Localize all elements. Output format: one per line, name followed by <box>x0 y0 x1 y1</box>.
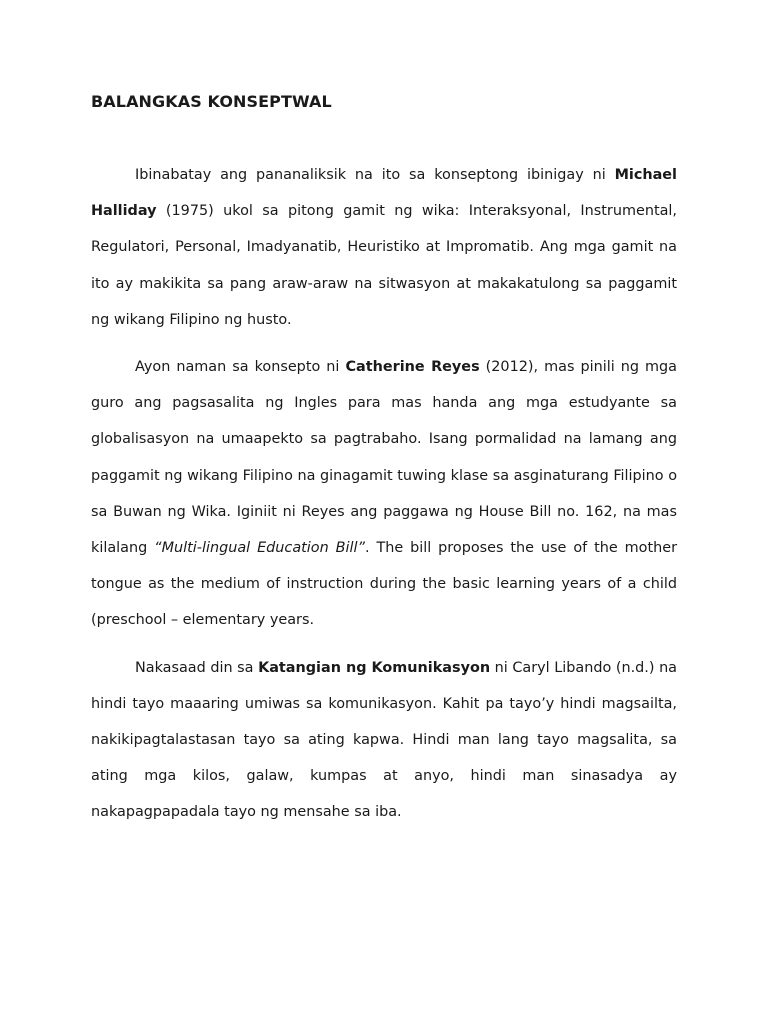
paragraph-1-author: Michael Halliday <box>91 167 677 220</box>
paragraph-2 <box>91 349 677 639</box>
paragraph-3-text-a: Nakasaad din sa <box>135 659 259 676</box>
document-page <box>91 92 677 842</box>
paragraph-3 <box>91 650 677 831</box>
paragraph-2-text-a: Ayon naman sa konsepto ni <box>135 359 346 376</box>
paragraph-3-source: Katangian ng Komunikasyon <box>258 659 491 676</box>
paragraph-2-text-b: (2012), mas pinili ng mga guro ang pagsasalita ng Ingles para mas handa ang mga estudyante sa globalisasyon na umaapekto sa pagtrabaho. Isang pormalidad na lamang ang paggamit ng wikang Filipino na ginagamit tuwing klase sa asginaturang Filipino o sa Buwan ng Wika. Iginiit ni Reyes ang paggawa ng House Bill no. 162, na mas kilalang <box>91 359 677 557</box>
paragraph-2-bill-name: “Multi-lingual Education Bill” <box>154 540 365 557</box>
document-title: BALANGKAS KONSEPTWAL <box>91 92 332 111</box>
paragraph-1-text-b: (1975) ukol sa pitong gamit ng wika: Interaksyonal, Instrumental, Regulatori, Personal, Imadyanatib, Heuristiko at Impromatib. Ang mga gamit na ito ay makikita sa pang araw-araw na sitwasyon at makakatulong sa paggamit ng wikang Filipino ng husto. <box>91 203 677 328</box>
paragraph-1-text-a: Ibinabatay ang pananaliksik na ito sa konseptong ibinigay ni <box>135 167 615 183</box>
paragraph-3-text-b: ni Caryl Libando (n.d.) na hindi tayo maaaring umiwas sa komunikasyon. Kahit pa tayo’y hindi magsailta, nakikipagtalastasan tayo sa ating kapwa. Hindi man lang tayo magsalita, sa ating mga kilos, galaw, kumpas at anyo, hindi man sinasadya ay nakapagpapadala tayo ng mensahe sa iba. <box>91 659 678 821</box>
paragraph-1 <box>91 157 677 338</box>
paragraph-2-author: Catherine Reyes <box>345 359 480 376</box>
paragraph-2-text-c: . The bill proposes the use of the mother tongue as the medium of instruction during the basic learning years of a child (preschool – elementary years. <box>91 540 677 629</box>
